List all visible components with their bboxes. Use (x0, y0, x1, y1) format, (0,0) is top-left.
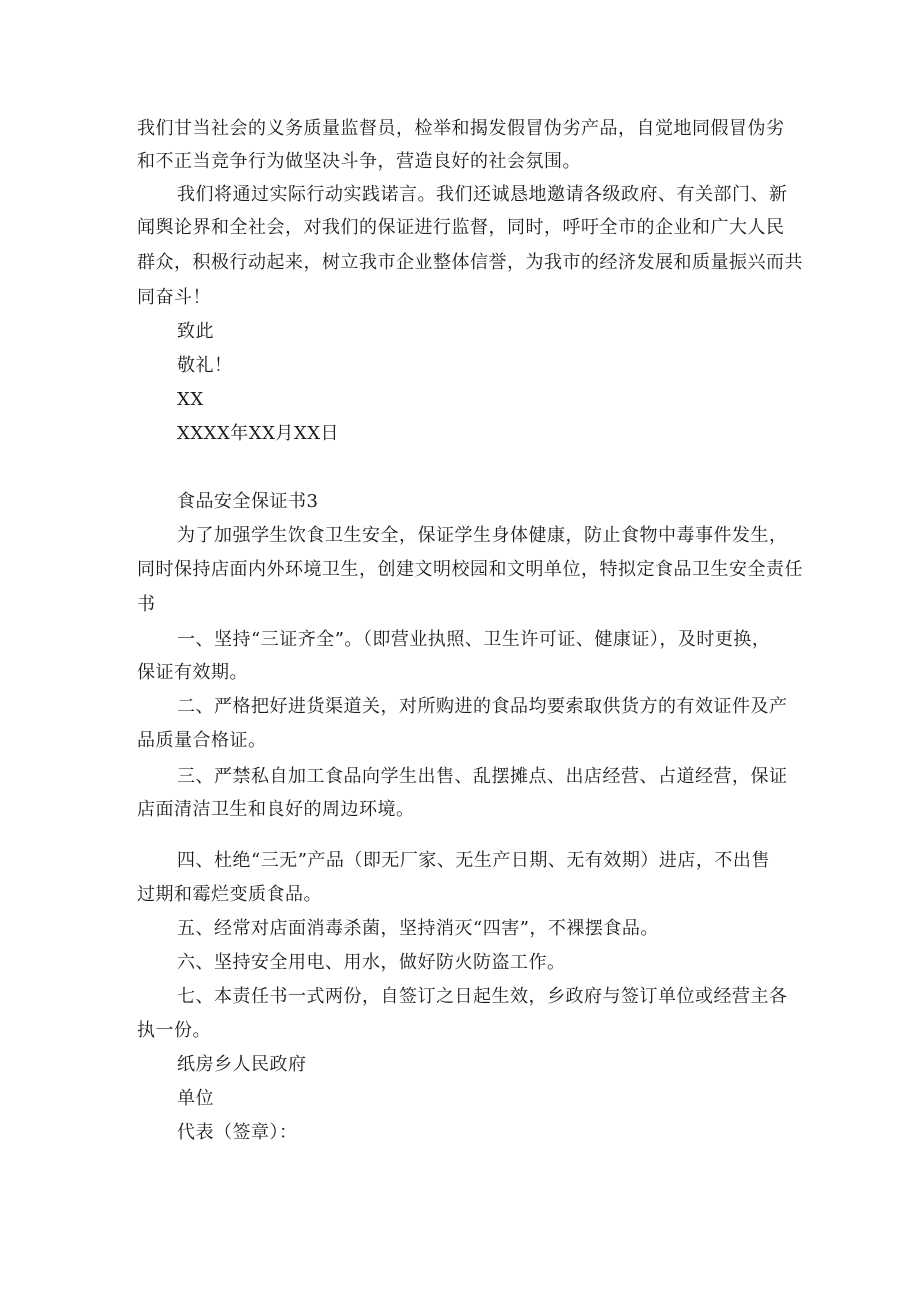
list-item: 六、坚持安全用电、用水，做好防火防盗工作。 (177, 952, 566, 973)
text-line: 同奋斗！ (137, 287, 211, 308)
text-line: 保证有效期。 (137, 662, 248, 683)
list-item: 五、经常对店面消毒杀菌，坚持消灭“四害”，不裸摆食品。 (177, 918, 659, 939)
text-line: 同时保持店面内外环境卫生，创建文明校园和文明单位，特拟定食品卫生安全责任 (137, 559, 803, 580)
text-line: 和不正当竞争行为做坚决斗争，营造良好的社会氛围。 (137, 151, 581, 172)
signer-representative: 代表（签章）： (177, 1122, 298, 1143)
signature-date: XXXX年XX月XX日 (177, 423, 340, 444)
text-line: 我们甘当社会的义务质量监督员，检举和揭发假冒伪劣产品，自觉地同假冒伪劣 (137, 118, 785, 139)
salutation: 敬礼！ (177, 355, 233, 376)
list-item: 七、本责任书一式两份，自签订之日起生效，乡政府与签订单位或经营主各 (177, 986, 788, 1007)
text-line: 书 (137, 594, 156, 615)
text-line: 闻舆论界和全社会，对我们的保证进行监督，同时，呼吁全市的企业和广大人民 (137, 217, 785, 238)
text-line: 执一份。 (137, 1020, 211, 1041)
signer-name: XX (177, 389, 204, 410)
signer-unit: 单位 (177, 1088, 214, 1109)
list-item: 三、严禁私自加工食品向学生出售、乱摆摊点、出店经营、占道经营，保证 (177, 766, 788, 787)
text-line: 店面清洁卫生和良好的周边环境。 (137, 799, 415, 820)
list-item: 二、严格把好进货渠道关，对所购进的食品均要索取供货方的有效证件及产 (177, 696, 788, 717)
list-item: 四、杜绝“三无”产品（即无厂家、无生产日期、无有效期）进店，不出售 (177, 850, 770, 871)
section-title: 食品安全保证书3 (177, 491, 319, 512)
list-item: 一、坚持“三证齐全”。（即营业执照、卫生许可证、健康证），及时更换， (177, 629, 771, 650)
text-line: 群众，积极行动起来，树立我市企业整体信誉，为我市的经济发展和质量振兴而共 (137, 252, 803, 273)
text-line: 过期和霉烂变质食品。 (137, 884, 322, 905)
text-line: 我们将通过实际行动实践诺言。我们还诚恳地邀请各级政府、有关部门、新 (177, 184, 788, 205)
closing-phrase: 致此 (177, 321, 214, 342)
signer-organization: 纸房乡人民政府 (177, 1054, 307, 1075)
text-line: 为了加强学生饮食卫生安全，保证学生身体健康，防止食物中毒事件发生， (177, 525, 788, 546)
text-line: 品质量合格证。 (137, 730, 267, 751)
